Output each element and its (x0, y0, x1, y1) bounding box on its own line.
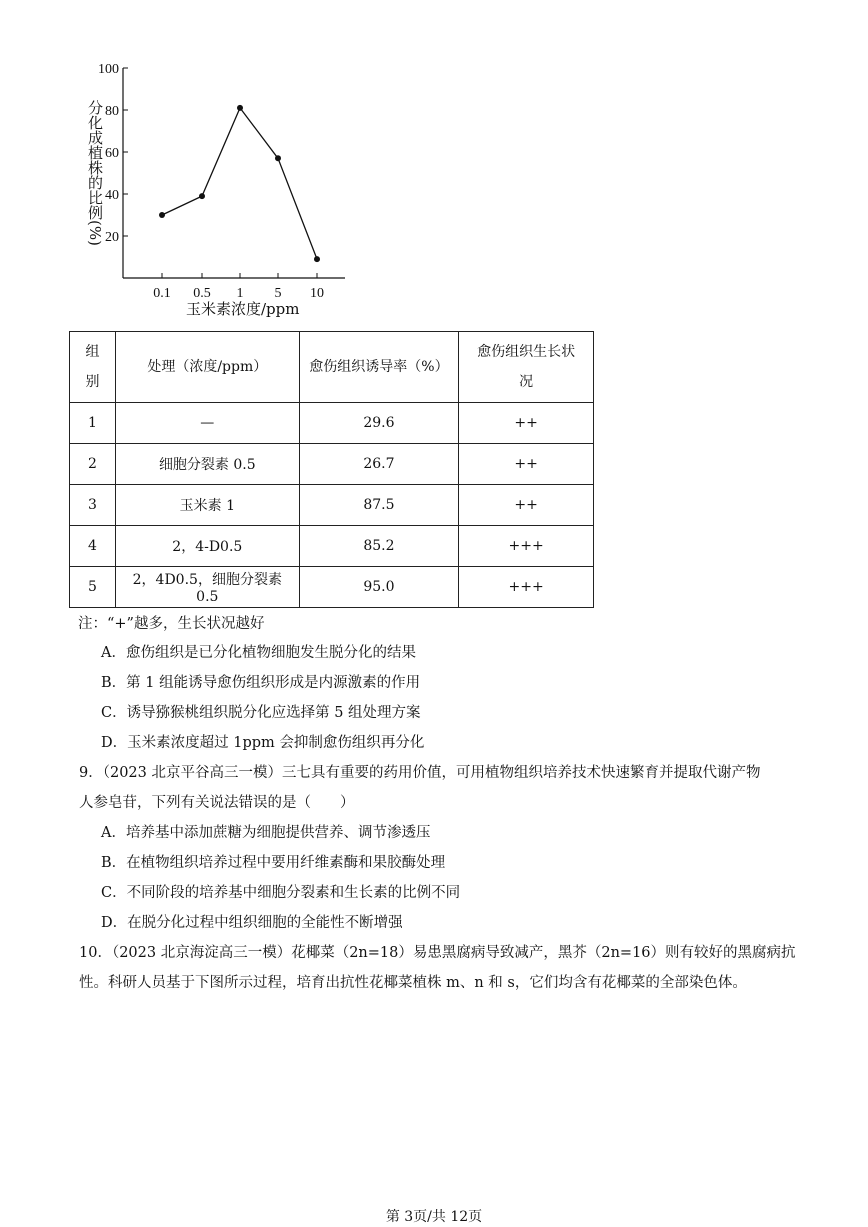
q8-option-b: B．第 1 组能诱导愈伤组织形成是内源激素的作用 (101, 675, 421, 691)
data-point (199, 193, 205, 199)
y-tick-label: 80 (105, 104, 119, 119)
results-table (69, 331, 594, 608)
cell-rate: 87.5 (299, 485, 459, 526)
header-treatment: 处理（浓度/ppm） (115, 332, 299, 403)
table-row (70, 526, 594, 567)
data-points (159, 105, 320, 262)
cell-growth: ++ (459, 444, 594, 485)
cell-treatment: — (115, 403, 299, 444)
q10-stem-line1: 10．（2023 北京海淀高三一模）花椰菜（2n=18）易患黑腐病导致减产，黑芥（2n=16）则有较好的黑腐病抗 (79, 945, 796, 961)
q9-stem-line1: 9．（2023 北京平谷高三一模）三七具有重要的药用价值，可用植物组织培养技术快速繁育并提取代谢产物 (79, 765, 761, 781)
cell-group: 4 (70, 526, 116, 567)
cell-growth: +++ (459, 567, 594, 608)
chart-x-label: 玉米素浓度/ppm (186, 300, 300, 318)
cell-treatment: 玉米素 1 (115, 485, 299, 526)
x-ticks (153, 273, 324, 301)
table-note: 注：“+”越多，生长状况越好 (78, 616, 265, 632)
data-point (314, 256, 320, 262)
data-point (237, 105, 243, 111)
cell-treatment: 2，4D0.5，细胞分裂素 0.5 (115, 567, 299, 608)
q9-option-c: C．不同阶段的培养基中细胞分裂素和生长素的比例不同 (101, 885, 461, 901)
cell-rate: 85.2 (299, 526, 459, 567)
cell-group: 2 (70, 444, 116, 485)
cell-group: 5 (70, 567, 116, 608)
cell-treatment: 细胞分裂素 0.5 (115, 444, 299, 485)
y-tick-label: 40 (105, 188, 119, 203)
data-point (275, 155, 281, 161)
y-tick-label: 60 (105, 146, 119, 161)
q9-option-a: A．培养基中添加蔗糖为细胞提供营养、调节渗透压 (101, 825, 431, 841)
table-row (70, 567, 594, 608)
q8-option-c: C．诱导猕猴桃组织脱分化应选择第 5 组处理方案 (101, 705, 421, 721)
q9-option-b: B．在植物组织培养过程中要用纤维素酶和果胶酶处理 (101, 855, 446, 871)
x-tick-label: 1 (236, 286, 244, 301)
cell-rate: 29.6 (299, 403, 459, 444)
cell-group: 3 (70, 485, 116, 526)
header-group: 组别 (70, 332, 116, 403)
table-row (70, 444, 594, 485)
table-row (70, 485, 594, 526)
table-row (70, 403, 594, 444)
chart-y-label: 分化成植株的比例(%) (86, 100, 104, 246)
cell-treatment: 2，4-D0.5 (115, 526, 299, 567)
q8-option-a: A．愈伤组织是已分化植物细胞发生脱分化的结果 (101, 645, 416, 661)
page-footer: 第 3页/共 12页 (385, 1209, 483, 1225)
cell-rate: 95.0 (299, 567, 459, 608)
q10-stem-line2: 性。科研人员基于下图所示过程，培育出抗性花椰菜植株 m、n 和 s，它们均含有花椰菜的全部染色体。 (79, 975, 747, 991)
y-tick-label: 100 (98, 62, 119, 77)
cell-rate: 26.7 (299, 444, 459, 485)
table-header-row (70, 332, 594, 403)
y-tick-label: 20 (105, 230, 119, 245)
header-growth: 愈伤组织生长状况 (459, 332, 594, 403)
q9-option-d: D．在脱分化过程中组织细胞的全能性不断增强 (101, 915, 403, 931)
cell-growth: +++ (459, 526, 594, 567)
header-induction-rate: 愈伤组织诱导率（%） (299, 332, 459, 403)
q8-option-d: D．玉米素浓度超过 1ppm 会抑制愈伤组织再分化 (101, 735, 425, 751)
x-tick-label: 0.1 (153, 286, 171, 301)
series-line (162, 108, 317, 259)
cell-growth: ++ (459, 485, 594, 526)
x-tick-label: 10 (310, 286, 324, 301)
data-point (159, 212, 165, 218)
q9-stem-line2: 人参皂苷，下列有关说法错误的是（ ） (79, 795, 355, 811)
x-tick-label: 5 (274, 286, 282, 301)
cell-group: 1 (70, 403, 116, 444)
cell-growth: ++ (459, 403, 594, 444)
x-tick-label: 0.5 (193, 286, 211, 301)
